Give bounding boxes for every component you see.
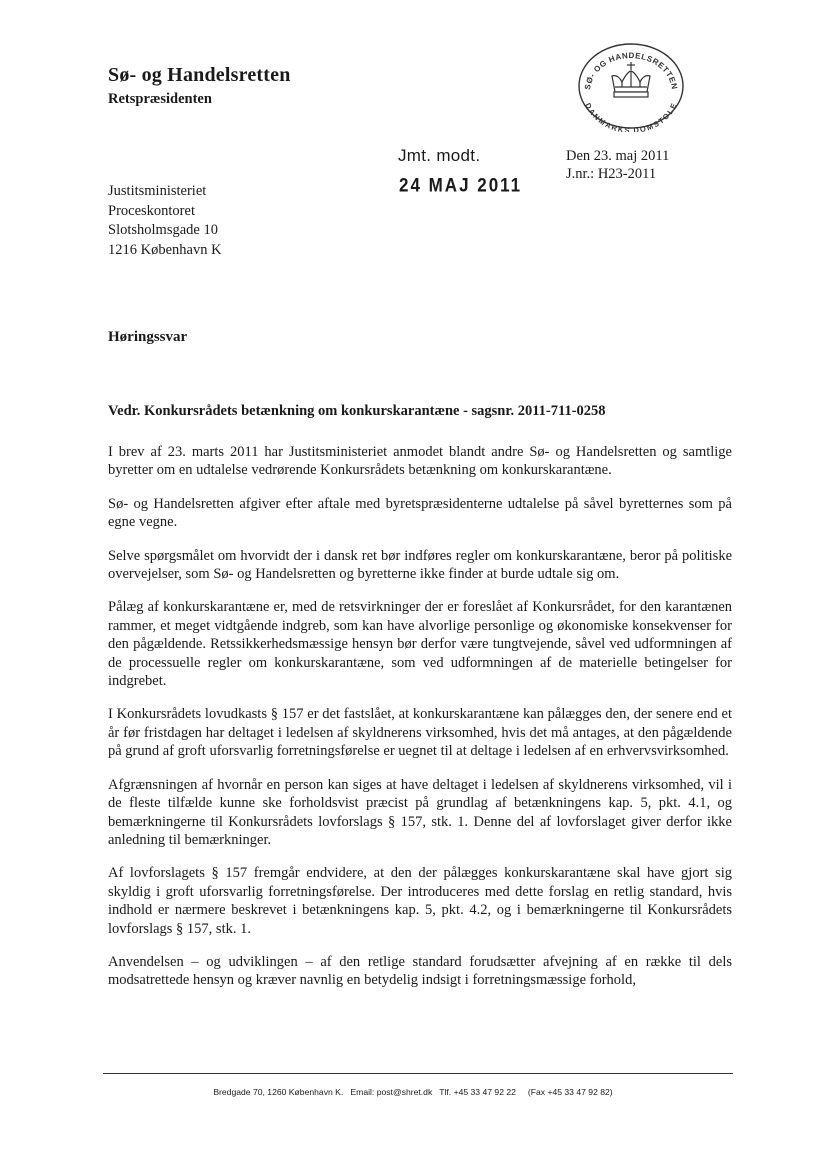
body-paragraph: Pålæg af konkurskarantæne er, med de retsvirkninger der er foreslået af Konkursrådet, for den karantænen rammer, et meget vidtgående indgreb, som kan have alvorlige personlige og økonomiske konsekvenser for den pågældende. Retssikkerhedsmæssige hensyn bør derfor være tungtvejende, såvel ved udformningen af de processuelle regler om konkurskarantæne, som ved udformningen af de materielle betingelser for indgrebet.: [108, 599, 732, 690]
received-stamp-label: Jmt. modt.: [398, 146, 481, 165]
subject-line: Vedr. Konkursrådets betænkning om konkurskarantæne - sagsnr. 2011-711-0258: [108, 403, 606, 419]
body-paragraph: Anvendelsen – og udviklingen – af den retlige standard forudsætter afvejning af en række til dels modsatrettede hensyn og kræver navnlig en betydelig indsigt i forretningsmæssige forhold,: [108, 953, 732, 989]
letter-date: Den 23. maj 2011: [566, 148, 670, 164]
address-line: Proceskontoret: [108, 202, 195, 219]
letter-meta: [566, 147, 669, 183]
address-line: 1216 København K: [108, 241, 222, 258]
letter-body: [108, 443, 732, 1005]
crown-icon: [612, 62, 650, 97]
body-paragraph: Afgrænsningen af hvornår en person kan siges at have deltaget i ledelsen af skyldnerens virksomhed, vil i de fleste tilfælde kunne ske forholdsvist præcist på grundlag af betænkningens kap. 5, pkt. 4.1, og bemærkningerne til Konkursrådets lovforslags § 157, stk. 1. Denne del af lovforslaget giver derfor ikke anledning til bemærkninger.: [108, 776, 732, 848]
body-paragraph: I brev af 23. marts 2011 har Justitsministeriet anmodet blandt andre Sø- og Handelsretten og samtlige byretter om en udtalelse vedrørende Konkursrådets betænkning om konkurskarantæne.: [108, 444, 732, 479]
body-paragraph: Selve spørgsmålet om hvorvidt der i dansk ret bør indføres regler om konkurskarantæne, beror på politiske overvejelser, som Sø- og Handelsretten og byretterne ikke finder at burde udtale sig om.: [108, 547, 732, 583]
document-heading: Høringssvar: [108, 329, 188, 345]
received-stamp-date: 24 MAJ 2011: [399, 174, 523, 196]
recipient-address: [108, 182, 222, 260]
address-line: Slotsholmsgade 10: [108, 222, 218, 238]
seal-top-text: SØ- OG HANDELSRETTEN: [583, 50, 679, 91]
body-paragraph: I Konkursrådets lovudkasts § 157 er det fastslået, at konkurskarantæne kan pålægges den, der senere end et år før fristdagen har deltaget i ledelsen af skyldnerens virksomhed, hvis det må antages, at den pågældende på grund af groft uforsvarlig forretningsførelse er uegnet til at deltage i ledelsen af en erhvervsvirksomhed.: [108, 706, 732, 760]
footer-contact: Bredgade 70, 1260 København K. Email: post@shret.dk Tlf. +45 33 47 92 22 (Fax +45 33 47 92 82): [213, 1087, 613, 1097]
body-paragraph: Af lovforslagets § 157 fremgår endvidere, at den der pålægges konkurskarantæne skal have gjort sig skyldig i groft uforsvarlig forretningsførelse. Der introduceres med dette forslag en retlig standard, hvis indhold er nærmere beskrevet i betænkningens kap. 5, pkt. 4.2, og i bemærkningerne til Konkursrådets lovforslags § 157, stk. 1.: [108, 865, 732, 937]
court-subtitle: Retspræsidenten: [108, 91, 212, 107]
footer-divider: [103, 1073, 733, 1074]
svg-text:DANMARKS DOMSTOLE: [583, 102, 678, 132]
seal-bottom-text: DANMARKS DOMSTOLE: [583, 101, 679, 132]
court-name: Sø- og Handelsretten: [108, 64, 291, 86]
court-seal-icon: [572, 40, 690, 132]
body-paragraph: Sø- og Handelsretten afgiver efter aftale med byretspræsidenterne udtalelse på såvel byretternes som på egne vegne.: [108, 495, 732, 531]
journal-number: J.nr.: H23-2011: [566, 166, 657, 182]
address-line: Justitsministeriet: [108, 183, 207, 199]
